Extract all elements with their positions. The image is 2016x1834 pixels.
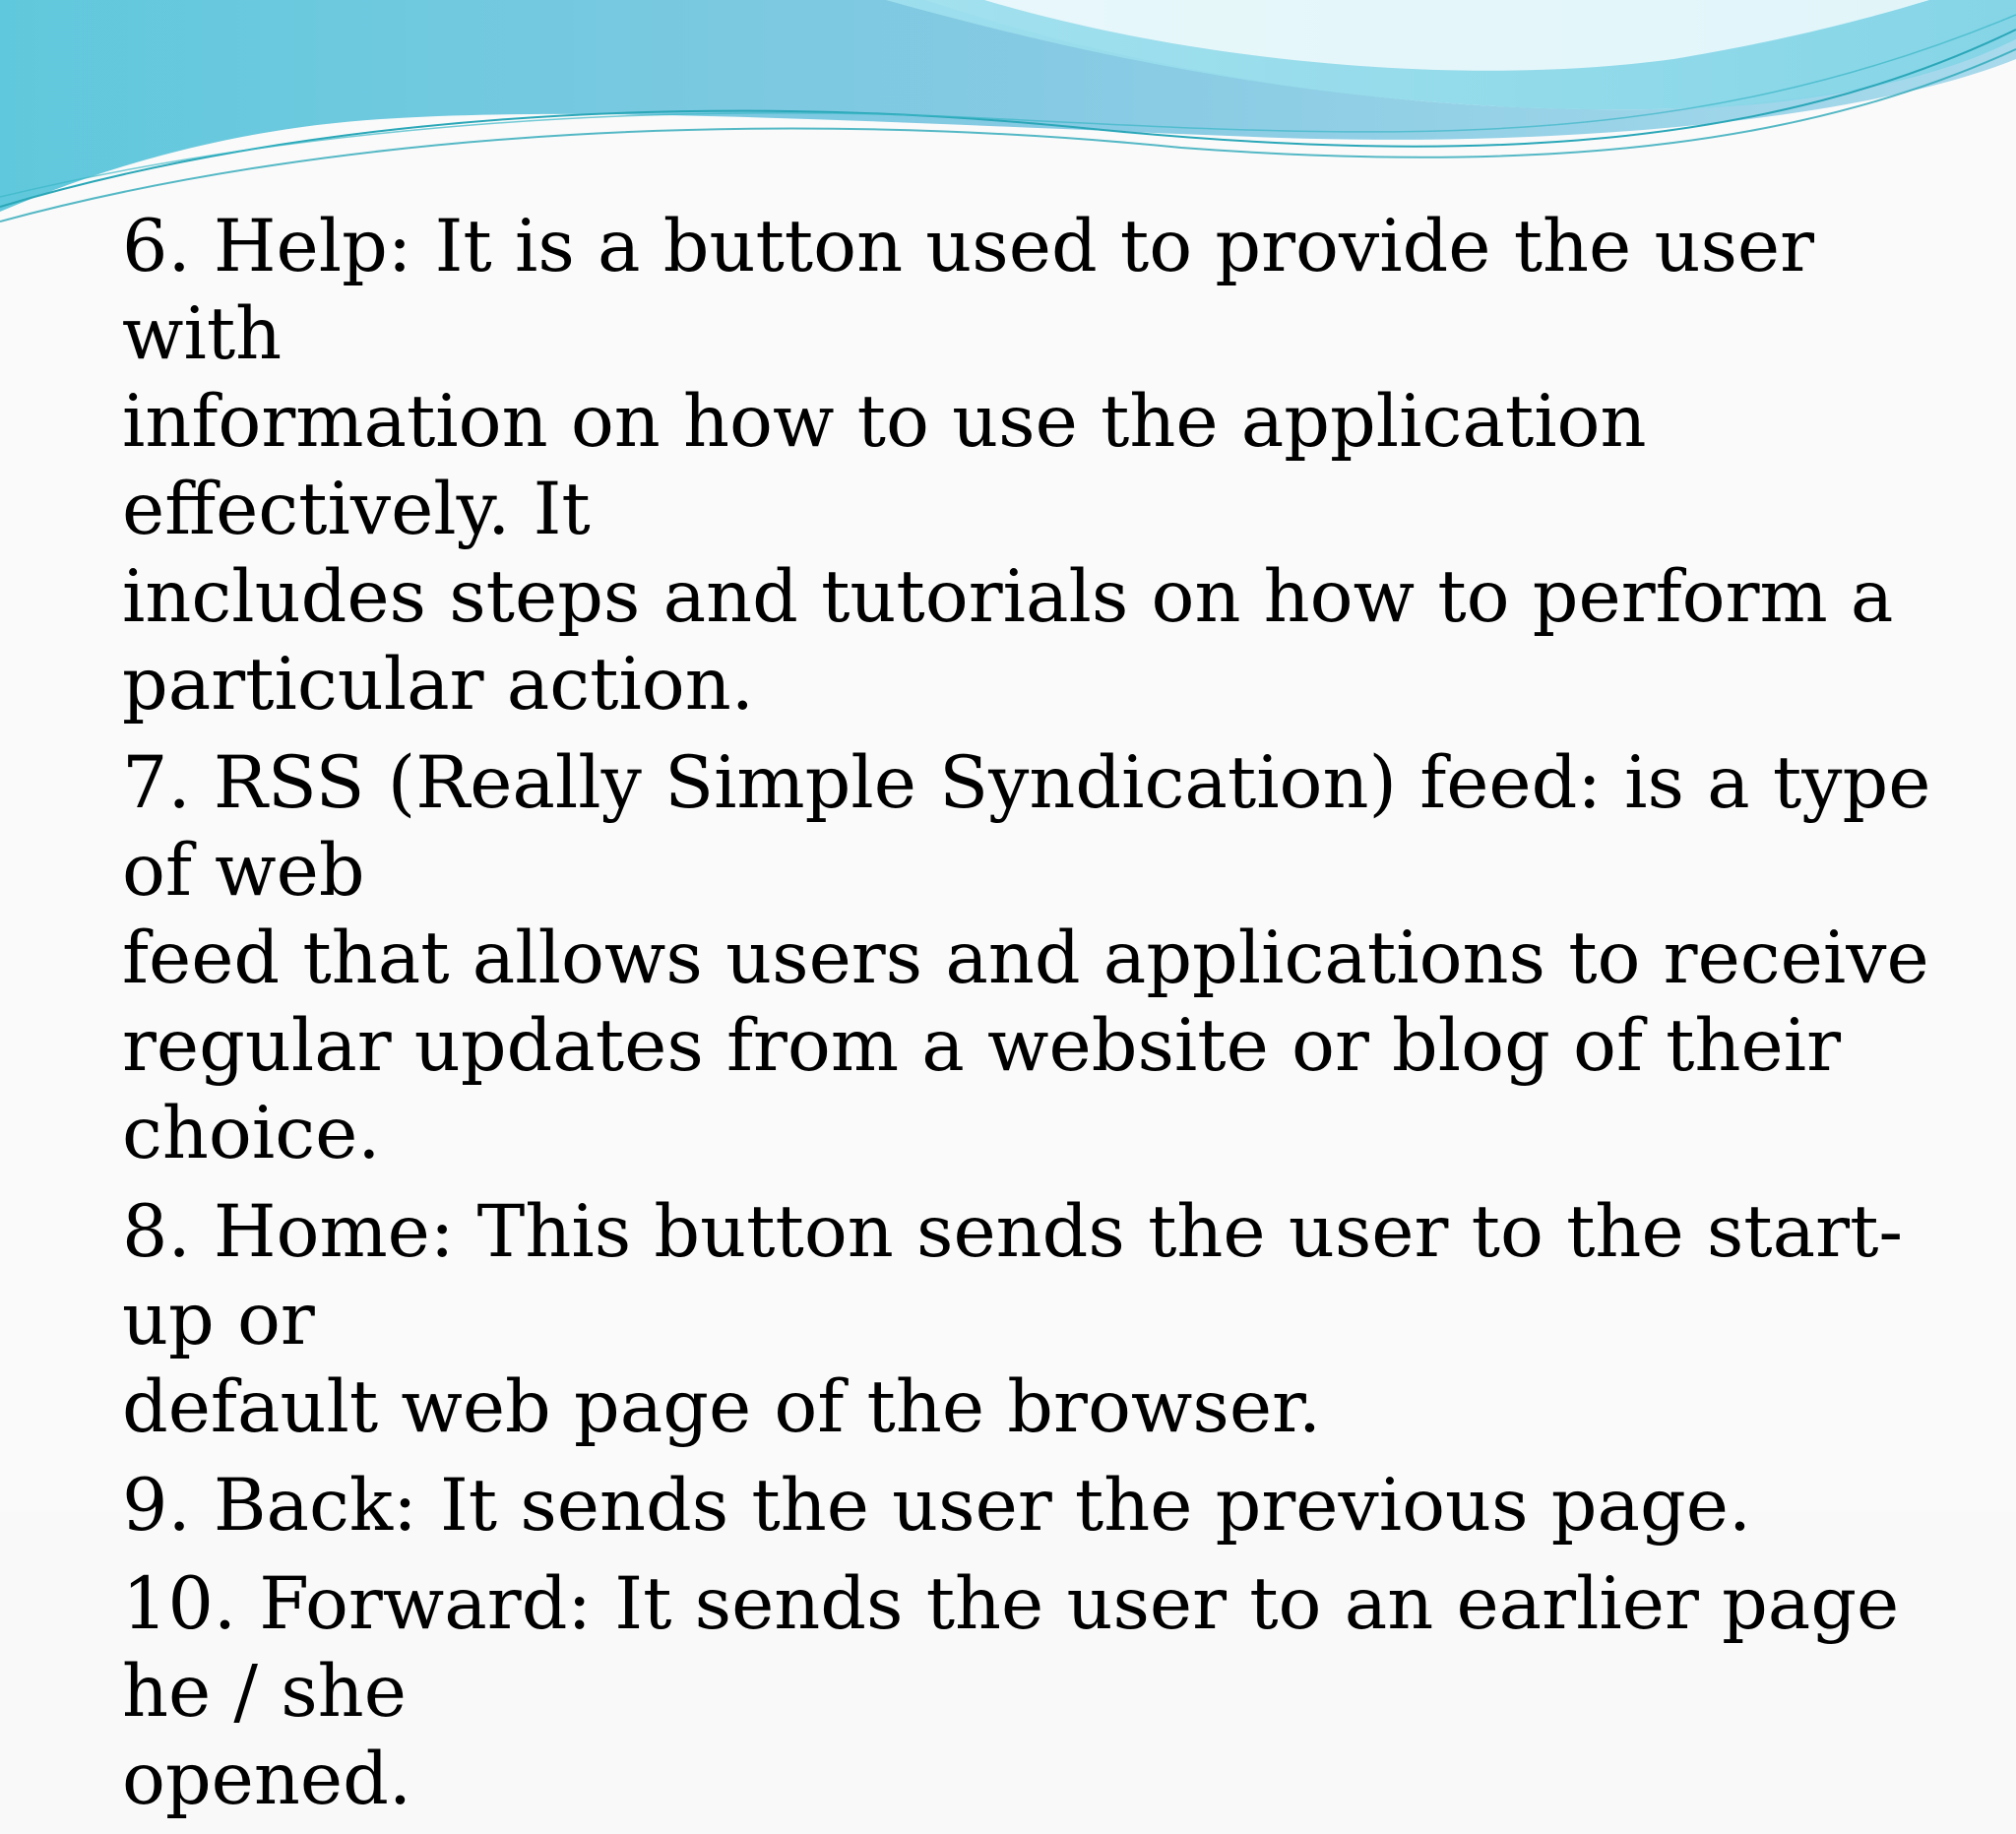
text-line: regular updates from a website or blog of their choice. [122, 1004, 1841, 1175]
list-item-home [122, 1188, 1953, 1451]
text-line: 8. Home: This button sends the user to the start-up or [122, 1190, 1904, 1361]
slide-body [122, 203, 1953, 1834]
text-line: 6. Help: It is a button used to provide the user with [122, 205, 1815, 376]
text-line: information on how to use the application effectively. It [122, 380, 1647, 551]
text-line: default web page of the browser. [122, 1365, 1322, 1449]
list-item-help [122, 203, 1953, 728]
list-item-rss [122, 739, 1953, 1177]
text-line: includes steps and tutorials on how to perform a [122, 555, 1894, 639]
text-line: 9. Back: It sends the user the previous page. [122, 1464, 1752, 1548]
text-line: 10. Forward: It sends the user to an earlier page he / she [122, 1562, 1900, 1734]
text-line: opened. [122, 1738, 412, 1821]
text-line: feed that allows users and applications to receive [122, 917, 1929, 1000]
list-item-back [122, 1462, 1953, 1549]
wave-header-decoration [0, 0, 2016, 236]
list-item-forward [122, 1560, 1953, 1823]
text-line: 7. RSS (Really Simple Syndication) feed: is a type of web [122, 741, 1931, 913]
text-line: particular action. [122, 643, 754, 727]
